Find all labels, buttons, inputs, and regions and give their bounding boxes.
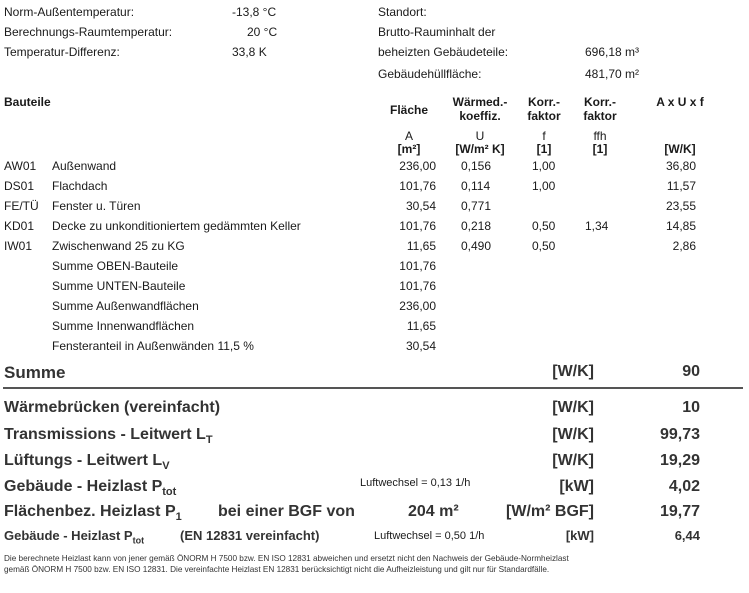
row-code: DS01: [4, 179, 35, 193]
flaechenbez-unit: [W/m² BGF]: [506, 503, 594, 520]
sum-name: Summe UNTEN-Bauteile: [52, 279, 186, 293]
row-area: 101,76: [399, 179, 436, 193]
waermebruecken-unit: [W/K]: [552, 399, 594, 416]
col-ffh-sym: ffh: [593, 129, 607, 143]
heizlast-unit: [kW]: [559, 478, 594, 495]
sum-name: Summe Außenwandflächen: [52, 299, 199, 313]
col-ffh-2: faktor: [583, 109, 617, 123]
col-u-unit: [W/m² K]: [455, 142, 505, 156]
col-flaeche: Fläche: [389, 103, 428, 117]
sum-value: 30,54: [405, 339, 436, 353]
row-u: 0,114: [461, 179, 491, 193]
row-name: Flachdach: [52, 179, 108, 193]
row-area: 11,65: [406, 239, 436, 253]
row-area: 236,00: [399, 159, 436, 173]
sum-name: Fensteranteil in Außenwänden 11,5 %: [52, 339, 254, 353]
col-auf-unit: [W/K]: [664, 142, 696, 156]
col-u-sym: U: [475, 129, 485, 143]
summe-unit: [W/K]: [552, 363, 594, 380]
flaechenbez-label: Flächenbez. Heizlast $P_1$: [4, 503, 182, 524]
flaechenbez-mid: bei einer BGF von: [218, 503, 355, 520]
disclaimer-line-1: Die berechnete Heizlast kann von jener gemäß ÖNORM H 7500 bzw. EN ISO 12831 abweichen und ersetzt nicht den Nachweis der Gebäude-Normheizlast: [4, 554, 569, 563]
col-f-2: faktor: [527, 109, 561, 123]
row-code: IW01: [4, 239, 33, 253]
sum-name: Summe Innenwandflächen: [52, 319, 195, 333]
waermebruecken-value: 10: [682, 399, 700, 416]
lueftung-unit: [W/K]: [552, 452, 594, 469]
norm-temp-label: Norm-Außentemperatur:: [4, 5, 135, 19]
heizlast-en-suffix: (EN 12831 vereinfacht): [180, 528, 320, 543]
row-area: 101,76: [399, 219, 436, 233]
col-auf: A x U x f: [656, 95, 704, 109]
row-code: AW01: [4, 159, 37, 173]
row-auf: 14,85: [665, 219, 696, 233]
envelope-value: 481,70 m²: [585, 67, 640, 81]
heizlast-label: Gebäude - Heizlast $P_{tot}$: [4, 478, 177, 499]
room-temp-label: Berechnungs-Raumtemperatur:: [4, 25, 173, 39]
summe-value: 90: [682, 363, 700, 380]
heizlast-en-label: Gebäude - Heizlast $P_{tot}$: [4, 528, 145, 546]
sum-value: 236,00: [399, 299, 436, 313]
row-name: Zwischenwand 25 zu KG: [52, 239, 185, 253]
waermebruecken-label: Wärmebrücken (vereinfacht): [4, 399, 221, 416]
row-f: 1,00: [532, 159, 556, 173]
row-auf: 23,55: [665, 199, 696, 213]
sum-value: 101,76: [399, 259, 436, 273]
room-temp-value: 20 °C: [247, 25, 278, 39]
lueftung-value: 19,29: [659, 452, 700, 469]
col-f-sym: f: [542, 129, 546, 143]
col-ffh-1: Korr.-: [583, 95, 616, 109]
flaechenbez-bgf: 204 m²: [408, 503, 459, 520]
row-code: FE/TÜ: [4, 199, 39, 213]
row-area: 30,54: [405, 199, 436, 213]
temp-diff-label: Temperatur-Differenz:: [4, 45, 120, 59]
col-f-unit: [1]: [536, 142, 552, 156]
row-auf: 36,80: [665, 159, 696, 173]
row-u: 0,771: [461, 199, 492, 213]
volume-label-1: Brutto-Rauminhalt der: [378, 25, 496, 39]
heizlast-en-value: 6,44: [674, 528, 700, 543]
volume-value: 696,18 m³: [585, 45, 640, 59]
sum-value: 11,65: [406, 319, 436, 333]
lueftung-label: Lüftungs - Leitwert $L_V$: [4, 452, 170, 473]
row-u: 0,218: [461, 219, 492, 233]
row-f: 0,50: [532, 219, 556, 233]
col-ffh-unit: [1]: [592, 142, 608, 156]
col-flaeche-sym: A: [404, 129, 413, 143]
row-ffh: 1,34: [585, 219, 609, 233]
row-auf: 2,86: [672, 239, 696, 253]
volume-label-2: beheizten Gebäudeteile:: [378, 45, 509, 59]
disclaimer: [4, 553, 569, 575]
divider-line: [3, 387, 743, 389]
norm-temp-value: -13,8 °C: [232, 5, 277, 19]
col-flaeche-unit: [m²]: [397, 142, 421, 156]
standort-label: Standort:: [378, 5, 427, 19]
heizlast-en-note: Luftwechsel = 0,50 1/h: [374, 530, 485, 542]
row-f: 1,00: [532, 179, 556, 193]
row-name: Außenwand: [52, 159, 117, 173]
row-name: Decke zu unkonditioniertem gedämmten Keller: [52, 219, 301, 233]
sum-name: Summe OBEN-Bauteile: [52, 259, 179, 273]
row-auf: 11,57: [666, 179, 696, 193]
transmission-unit: [W/K]: [552, 426, 594, 443]
summe-label: Summe: [4, 363, 66, 382]
heizlast-note: Luftwechsel = 0,13 1/h: [360, 477, 471, 489]
flaechenbez-value: 19,77: [659, 503, 700, 520]
disclaimer-line-2: gemäß ÖNORM H 7500 bzw. EN ISO 12831. Die vereinfachte Heizlast EN 12831 berücksichtigt nicht die Aufheizleistung und gilt nur für Standardfälle.: [4, 565, 550, 574]
row-f: 0,50: [532, 239, 556, 253]
col-u-2: koeffiz.: [459, 109, 501, 123]
row-name: Fenster u. Türen: [52, 199, 141, 213]
col-bauteile: Bauteile: [4, 95, 51, 109]
col-f-1: Korr.-: [527, 95, 560, 109]
row-code: KD01: [4, 219, 35, 233]
heizlast-value: 4,02: [668, 478, 700, 495]
heizlast-en-unit: [kW]: [565, 528, 594, 543]
envelope-label: Gebäudehüllfläche:: [378, 67, 482, 81]
sum-value: 101,76: [399, 279, 436, 293]
transmission-value: 99,73: [659, 426, 700, 443]
transmission-label: Transmissions - Leitwert $L_T$: [4, 426, 213, 447]
col-u-1: Wärmed.-: [452, 95, 508, 109]
temp-diff-value: 33,8 K: [232, 45, 267, 59]
row-u: 0,490: [461, 239, 492, 253]
row-u: 0,156: [461, 159, 492, 173]
